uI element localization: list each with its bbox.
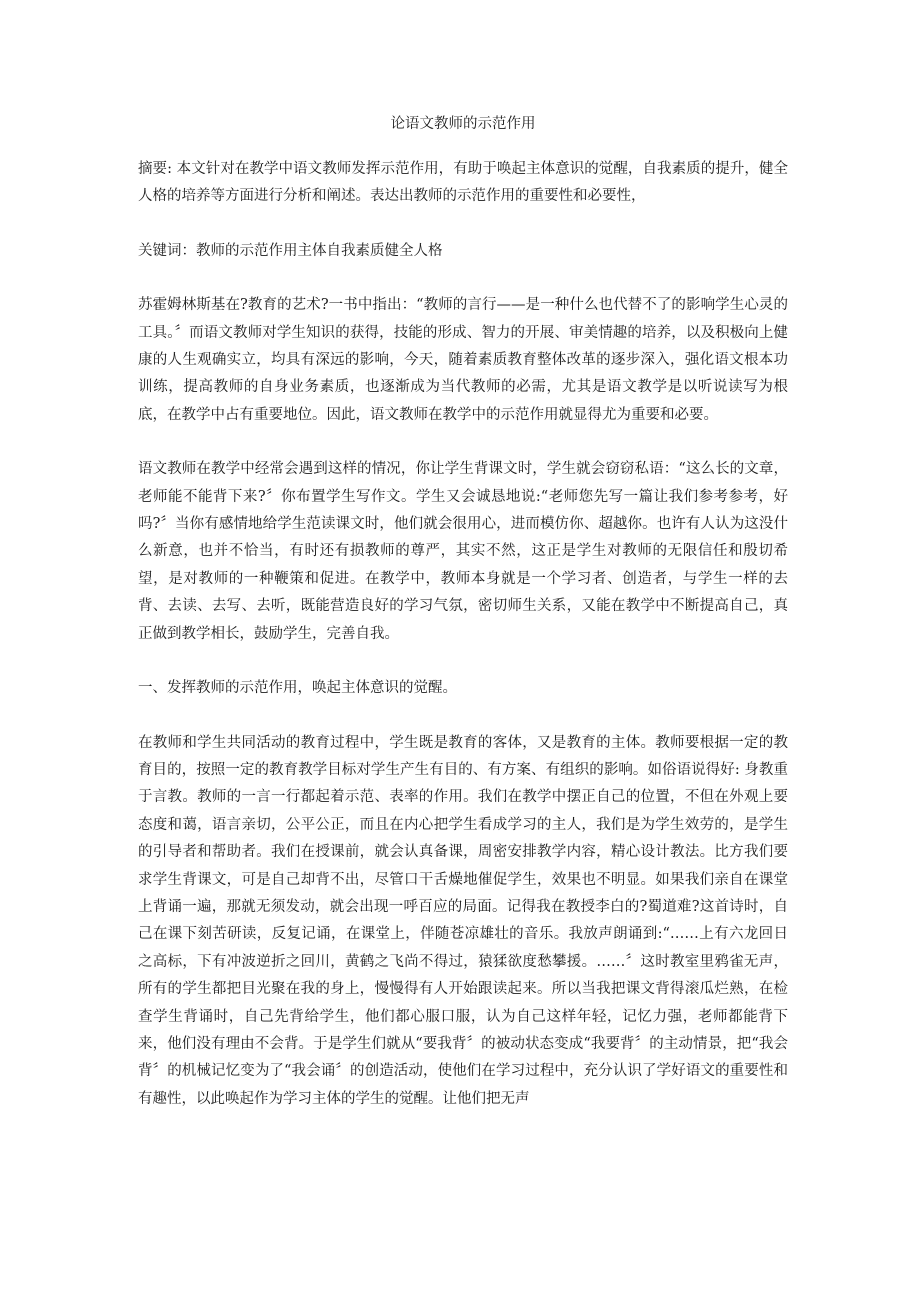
section-heading: 一、发挥教师的示范作用，唤起主体意识的觉醒。 bbox=[138, 680, 457, 697]
document-page bbox=[138, 112, 788, 1113]
body-paragraph: 语文教师在教学中经常会遇到这样的情况，你让学生背课文时，学生就会窃窃私语：“这么长的文章，老师能不能背下来?〞你布置学生写作文。学生又会诚恳地说:“老师您先写一篇让我们参考参考，好吗?〞当你有感情地给学生范读课文时，他们就会很用心，进而模仿你、超越你。也许有人认为这没什么新意，也并不恰当，有时还有损教师的尊严，其实不然，这正是学生对教师的无限信任和殷切希望，是对教师的一种鞭策和促进。在教学中，教师本身就是一个学习者、创造者，与学生一样的去背、去读、去写、去听，既能营造良好的学习气氛，密切师生关系，又能在教学中不断提高自己，真正做到教学相长，鼓励学生，完善自我。 bbox=[138, 461, 788, 642]
body-paragraph: 在教师和学生共同活动的教育过程中，学生既是教育的客体，又是教育的主体。教师要根据一定的教育目的，按照一定的教育教学目标对学生产生有目的、有方案、有组织的影响。如俗语说得好: 身教重于言教。教师的一言一行都起着示范、表率的作用。我们在教学中摆正自己的位置，不但在外观上要态度和蔼，语言亲切，公平公正，而且在内心把学生看成学习的主人，我们是为学生效劳的，是学生的引导者和帮助者。我们在授课前，就会认真备课，周密安排教学内容，精心设计教法。比方我们要求学生背课文，可是自己却背不出，尽管口干舌燥地催促学生，效果也不明显。如果我们亲自在课堂上背诵一遍，那就无须发动，就会出现一呼百应的局面。记得我在教授李白的?蜀道难?这首诗时，自己在课下刻苦研读，反复记诵，在课堂上，伴随苍凉雄壮的音乐。我放声朗诵到:“……上有六龙回日之高标，下有冲波逆折之回川，黄鹤之飞尚不得过，猿猱欲度愁攀援。……〞这时教室里鸦雀无声，所有的学生都把目光聚在我的身上，慢慢得有人开始跟读起来。所以当我把课文背得滚瓜烂熟，在检查学生背诵时，自己先背给学生，他们都心服口服，认为自己这样年轻，记忆力强，老师都能背下来，他们没有理由不会背。于是学生们就从“要我背〞的被动状态变成“我要背〞的主动情景，把“我会背〞的机械记忆变为了“我会诵〞的创造活动，使他们在学习过程中，充分认识了学好语文的重要性和有趣性，以此唤起作为学习主体的学生的觉醒。让他们把无声 bbox=[138, 734, 788, 1107]
abstract-paragraph: 摘要: 本文针对在教学中语文教师发挥示范作用，有助于唤起主体意识的觉醒，自我素质的提升，健全人格的培养等方面进行分析和阐述。表达出教师的示范作用的重要性和必要性， bbox=[138, 161, 788, 205]
document-title: 论语文教师的示范作用 bbox=[390, 116, 536, 132]
keywords-paragraph: 关键词：教师的示范作用主体自我素质健全人格 bbox=[138, 242, 443, 259]
body-paragraph: 苏霍姆林斯基在?教育的艺术?一书中指出：“教师的言行——是一种什么也代替不了的影响学生心灵的工具。〞而语文教师对学生知识的获得，技能的形成、智力的开展、审美情趣的培养，以及积极向上健康的人生观确实立，均具有深远的影响，今天，随着素质教育整体改革的逐步深入，强化语文根本功训练，提高教师的自身业务素质，也逐渐成为当代教师的必需，尤其是语文教学是以听说读写为根底，在教学中占有重要地位。因此，语文教师在教学中的示范作用就显得尤为重要和必要。 bbox=[138, 297, 788, 423]
